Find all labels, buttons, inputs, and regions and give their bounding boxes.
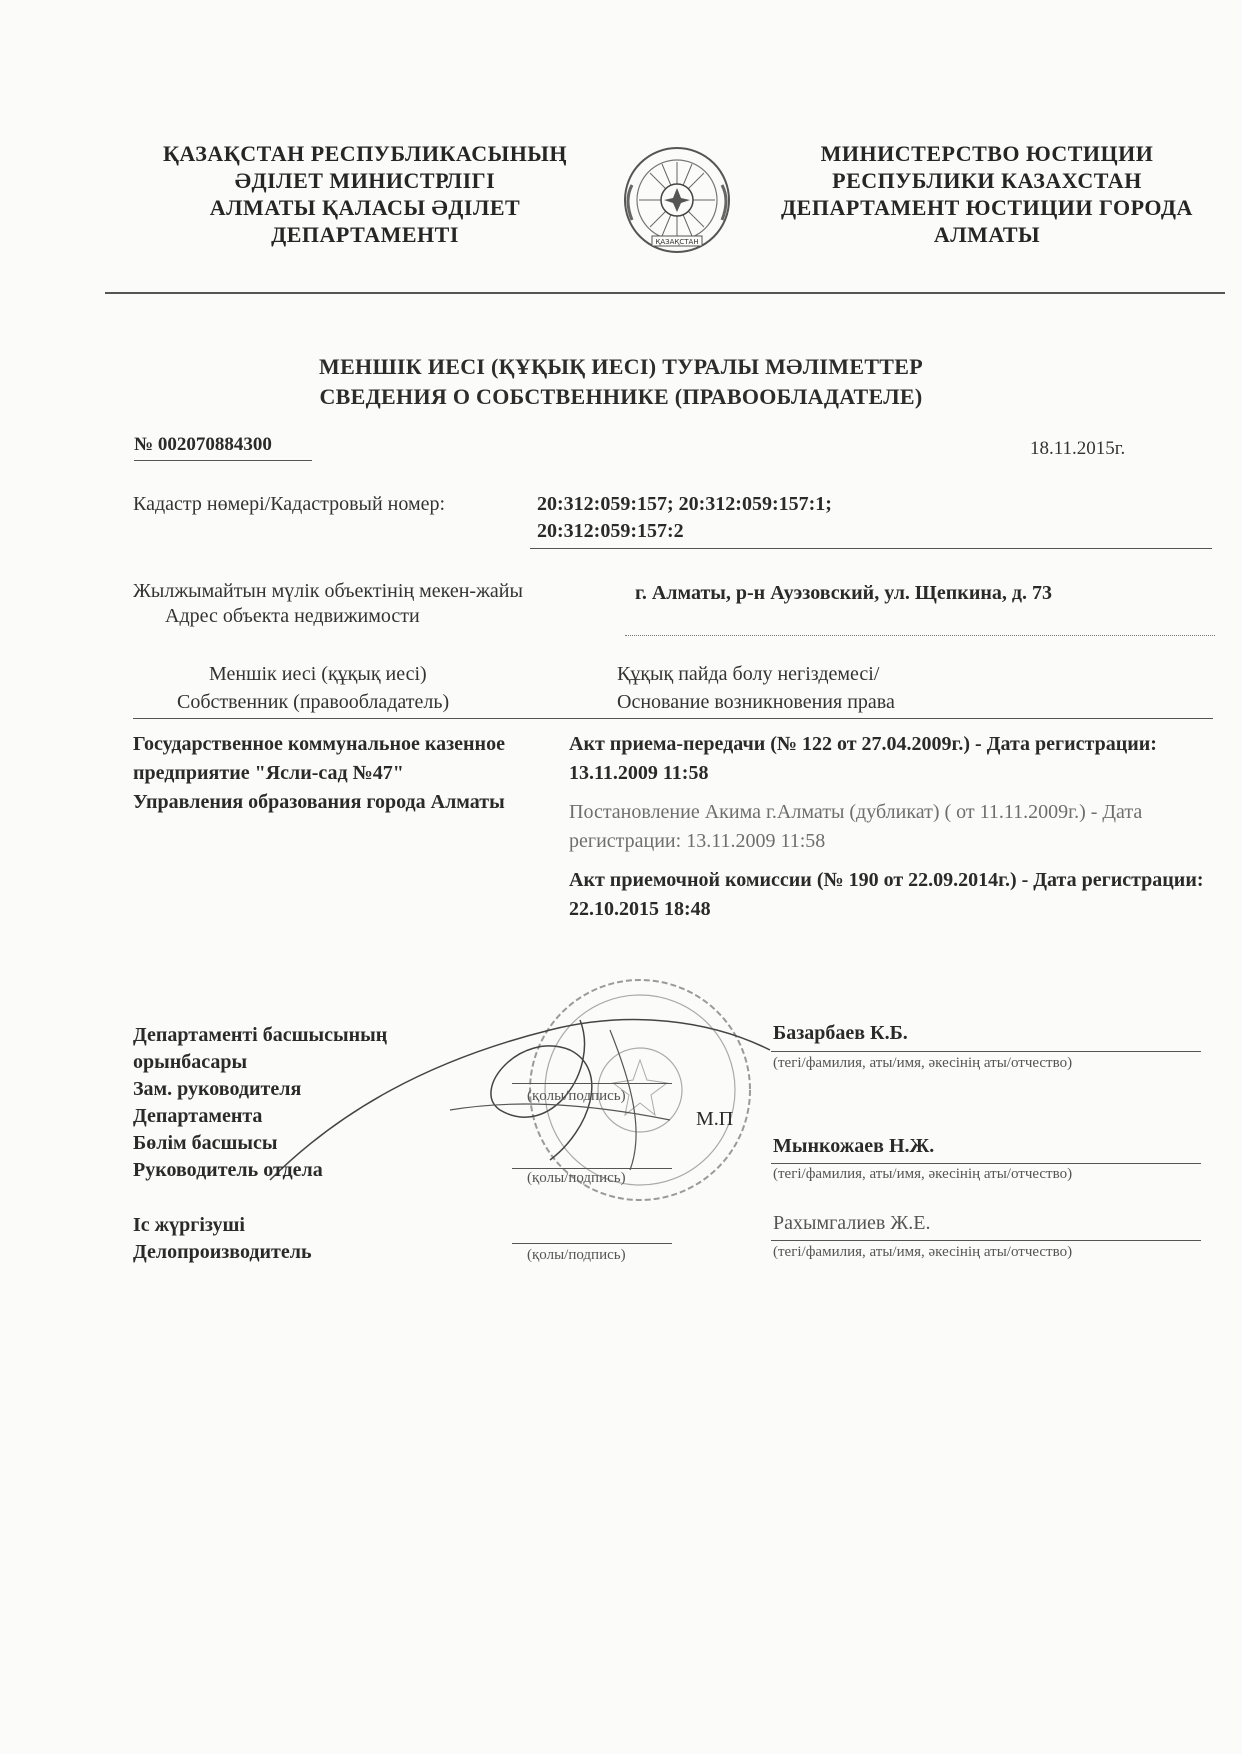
head-role-line-1: Бөлім басшысы	[133, 1132, 278, 1154]
header-right-line-4: АЛМАТЫ	[933, 222, 1041, 247]
clerk-name: Рахымгалиев Ж.Е.	[773, 1212, 931, 1234]
header-divider	[105, 292, 1225, 294]
deputy-role-line-2: орынбасары	[133, 1051, 248, 1073]
head-name-caption: (тегі/фамилия, аты/имя, әкесінің аты/отчество)	[773, 1166, 1073, 1182]
header-left-line-3: АЛМАТЫ ҚАЛАСЫ ӘДІЛЕТ	[209, 195, 521, 220]
head-role-line-2: Руководитель отдела	[133, 1159, 323, 1181]
owner-header-ru: Собственник (правообладатель)	[177, 691, 450, 713]
deputy-role-line-3: Зам. руководителя	[133, 1078, 302, 1100]
header-left-kz	[130, 140, 600, 248]
clerk-role-line-1: Іс жүргізуші	[133, 1214, 245, 1236]
clerk-sign-caption: (қолы/подпись)	[527, 1247, 626, 1263]
deputy-sign-caption: (қолы/подпись)	[527, 1088, 626, 1104]
cadastral-value-2: 20:312:059:157:2	[537, 520, 684, 542]
header-right-ru	[752, 140, 1222, 248]
basis-header-kz: Құқық пайда болу негіздемесі/	[617, 663, 880, 685]
deputy-role	[133, 1022, 387, 1130]
header-right-line-2: РЕСПУБЛИКИ КАЗАХСТАН	[832, 168, 1142, 193]
head-sign-line	[512, 1168, 672, 1169]
emblem-text: ҚАЗАҚСТАН	[655, 238, 699, 246]
clerk-sign-line	[512, 1243, 672, 1244]
basis-header-ru: Основание возникновения права	[617, 691, 895, 713]
cadastral-label: Кадастр нөмері/Кадастровый номер:	[133, 493, 446, 515]
deputy-name-caption: (тегі/фамилия, аты/имя, әкесінің аты/отчество)	[773, 1055, 1073, 1071]
header-left-line-2: ӘДІЛЕТ МИНИСТРЛІГІ	[234, 168, 496, 193]
address-underline	[625, 635, 1215, 636]
cadastral-underline	[530, 548, 1212, 549]
state-emblem-icon	[622, 140, 732, 260]
ground-3: Акт приемочной комиссии (№ 190 от 22.09.2014г.) - Дата регистрации: 22.10.2015 18:48	[569, 869, 1204, 920]
title-ru: СВЕДЕНИЯ О СОБСТВЕННИКЕ (ПРАВООБЛАДАТЕЛЕ)	[319, 384, 923, 409]
ground-1: Акт приема-передачи (№ 122 от 27.04.2009г.) - Дата регистрации: 13.11.2009 11:58	[569, 733, 1157, 784]
stamp-mark: М.П	[696, 1108, 734, 1130]
number-underline	[134, 460, 312, 461]
document-date: 18.11.2015г.	[1030, 438, 1126, 459]
title-kz: МЕНШІК ИЕСІ (ҚҰҚЫҚ ИЕСІ) ТУРАЛЫ МӘЛІМЕТТЕР	[319, 354, 923, 379]
address-label-kz: Жылжымайтын мүлік объектінің мекен-жайы	[133, 580, 523, 602]
header-right-line-1: МИНИСТЕРСТВО ЮСТИЦИИ	[820, 141, 1154, 166]
owner-header-kz: Меншік иесі (құқық иесі)	[209, 663, 427, 685]
deputy-sign-line	[512, 1083, 672, 1084]
cadastral-value-1: 20:312:059:157; 20:312:059:157:1;	[537, 493, 832, 515]
deputy-role-line-1: Департаменті басшысының	[133, 1024, 388, 1046]
address-label-ru: Адрес объекта недвижимости	[165, 605, 420, 627]
document-number: № 002070884300	[134, 434, 272, 455]
owner-name: Государственное коммунальное казенное предприятие "Ясли-сад №47" Управления образования города Алматы	[133, 733, 505, 813]
deputy-role-line-4: Департамента	[133, 1105, 263, 1127]
clerk-name-caption: (тегі/фамилия, аты/имя, әкесінің аты/отчество)	[773, 1244, 1073, 1260]
column-header-divider	[133, 718, 1213, 719]
head-name: Мынкожаев Н.Ж.	[773, 1135, 935, 1157]
header-right-line-3: ДЕПАРТАМЕНТ ЮСТИЦИИ ГОРОДА	[781, 195, 1193, 220]
document-title	[0, 352, 1242, 412]
clerk-name-line	[771, 1240, 1201, 1241]
head-role	[133, 1130, 323, 1184]
head-sign-caption: (қолы/подпись)	[527, 1170, 626, 1186]
deputy-name-line	[771, 1051, 1201, 1052]
ground-2: Постановление Акима г.Алматы (дубликат) ( от 11.11.2009г.) - Дата регистрации: 13.11.2009 11:58	[569, 801, 1143, 852]
header-left-line-1: ҚАЗАҚСТАН РЕСПУБЛИКАСЫНЫҢ	[162, 141, 568, 166]
deputy-name: Базарбаев К.Б.	[773, 1022, 908, 1044]
clerk-role-line-2: Делопроизводитель	[133, 1241, 312, 1263]
address-value: г. Алматы, р-н Ауэзовский, ул. Щепкина, д. 73	[635, 582, 1052, 604]
header-left-line-4: ДЕПАРТАМЕНТІ	[271, 222, 459, 247]
clerk-role	[133, 1212, 312, 1266]
head-name-line	[771, 1163, 1201, 1164]
